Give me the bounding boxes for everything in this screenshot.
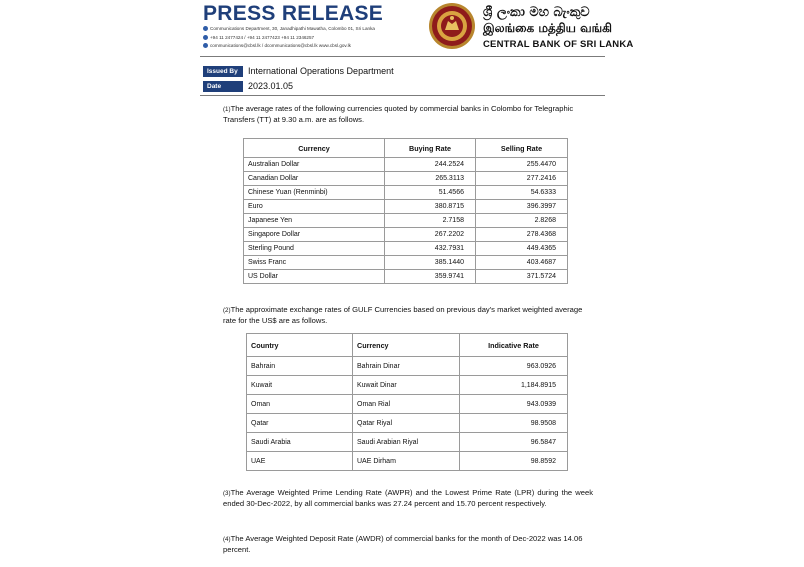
currency-cell: Qatar Riyal [353,414,460,433]
table-header-row [244,139,568,158]
table-row [247,376,568,395]
column-header-currency: Currency [244,139,385,158]
contact-email-text: communications@cbsl.lk / dcommunications@cbsl.lk www.cbsl.gov.lk [210,43,351,48]
column-header-selling-rate: Selling Rate [476,139,568,158]
press-release-title: PRESS RELEASE [203,2,384,25]
paragraph-3-text: The Average Weighted Prime Lending Rate (AWPR) and the Lowest Prime Rate (LPR) during the week ended 30-Dec-2022, by all commercial banks was 27.24 percent and 15.70 percent respectively. [223,488,593,508]
selling-rate-cell: 403.4687 [476,256,568,270]
table-row [247,357,568,376]
selling-rate-cell: 255.4470 [476,158,568,172]
indicative-rate-cell: 98.8592 [460,452,568,471]
table-row [244,256,568,270]
currency-cell: UAE Dirham [353,452,460,471]
paragraph-3-number: (3) [223,490,231,497]
date-value: 2023.01.05 [248,81,294,91]
selling-rate-cell: 277.2416 [476,172,568,186]
paragraph-1-text: The average rates of the following currencies quoted by commercial banks in Colombo for Telegraphic Transfers (TT) at 9.30 a.m. are as follows. [223,104,574,124]
date-label: Date [203,81,243,92]
issued-by-label: Issued By [203,66,243,77]
country-cell: UAE [247,452,353,471]
currency-cell: US Dollar [244,270,385,284]
paragraph-1-number: (1) [223,106,231,113]
table-row [244,172,568,186]
contact-email [203,43,413,48]
selling-rate-cell: 396.3997 [476,200,568,214]
currency-cell: Sterling Pound [244,242,385,256]
indicative-rate-cell: 98.9508 [460,414,568,433]
buying-rate-cell: 380.8715 [385,200,476,214]
currency-cell: Singapore Dollar [244,228,385,242]
currency-cell: Australian Dollar [244,158,385,172]
table-row [244,228,568,242]
email-icon [203,43,208,48]
country-cell: Saudi Arabia [247,433,353,452]
cbsl-seal-logo [428,2,476,50]
paragraph-1 [223,104,593,125]
buying-rate-cell: 432.7931 [385,242,476,256]
header-divider [200,56,605,57]
phone-icon [203,35,208,40]
buying-rate-cell: 385.1440 [385,256,476,270]
table-row [247,395,568,414]
currency-cell: Oman Rial [353,395,460,414]
bank-name-sinhala: ශ්‍රී ලංකා මහ බැංකුව [483,5,590,20]
table-row [244,270,568,284]
gulf-currency-rates-table [246,333,568,471]
indicative-rate-cell: 96.5847 [460,433,568,452]
currency-rates-table [243,138,568,284]
selling-rate-cell: 54.6333 [476,186,568,200]
country-cell: Oman [247,395,353,414]
meta-divider [200,95,605,96]
table-header-row [247,334,568,357]
column-header-buying-rate: Buying Rate [385,139,476,158]
country-cell: Qatar [247,414,353,433]
contact-address-text: Communications Department, 30, Janadhipathi Mawatha, Colombo 01, Sri Lanka [210,26,375,31]
column-header-currency: Currency [353,334,460,357]
currency-cell: Chinese Yuan (Renminbi) [244,186,385,200]
currency-cell: Swiss Franc [244,256,385,270]
bank-name-english: CENTRAL BANK OF SRI LANKA [483,39,634,50]
buying-rate-cell: 265.3113 [385,172,476,186]
table-row [244,158,568,172]
country-cell: Kuwait [247,376,353,395]
contact-phone [203,35,413,40]
table-row [247,433,568,452]
paragraph-2-number: (2) [223,307,231,314]
currency-cell: Japanese Yen [244,214,385,228]
paragraph-2 [223,305,593,326]
indicative-rate-cell: 943.0939 [460,395,568,414]
table-row [244,214,568,228]
selling-rate-cell: 371.5724 [476,270,568,284]
buying-rate-cell: 2.7158 [385,214,476,228]
indicative-rate-cell: 1,184.8915 [460,376,568,395]
currency-cell: Kuwait Dinar [353,376,460,395]
contact-address [203,26,413,31]
country-cell: Bahrain [247,357,353,376]
buying-rate-cell: 267.2202 [385,228,476,242]
indicative-rate-cell: 963.0926 [460,357,568,376]
column-header-country: Country [247,334,353,357]
table-row [244,186,568,200]
buying-rate-cell: 359.9741 [385,270,476,284]
table-row [244,242,568,256]
selling-rate-cell: 278.4368 [476,228,568,242]
table-row [244,200,568,214]
currency-cell: Canadian Dollar [244,172,385,186]
table-row [247,452,568,471]
selling-rate-cell: 449.4365 [476,242,568,256]
paragraph-4-text: The Average Weighted Deposit Rate (AWDR) of commercial banks for the month of Dec-2022 was 14.06 percent. [223,534,583,554]
location-icon [203,26,208,31]
currency-cell: Euro [244,200,385,214]
paragraph-2-text: The approximate exchange rates of GULF Currencies based on previous day's market weighted average rate for the US$ are as follows. [223,305,583,325]
currency-cell: Saudi Arabian Riyal [353,433,460,452]
paragraph-4 [223,534,593,555]
table-row [247,414,568,433]
paragraph-3 [223,488,593,509]
issued-by-value: International Operations Department [248,66,394,76]
currency-cell: Bahrain Dinar [353,357,460,376]
column-header-indicative-rate: Indicative Rate [460,334,568,357]
selling-rate-cell: 2.8268 [476,214,568,228]
buying-rate-cell: 244.2524 [385,158,476,172]
paragraph-4-number: (4) [223,536,231,543]
buying-rate-cell: 51.4566 [385,186,476,200]
contact-phone-text: +94 11 2477424 / +94 11 2477423 +94 11 2346257 [210,35,315,40]
bank-name-tamil: இலங்கை மத்திய வங்கி [483,21,612,35]
